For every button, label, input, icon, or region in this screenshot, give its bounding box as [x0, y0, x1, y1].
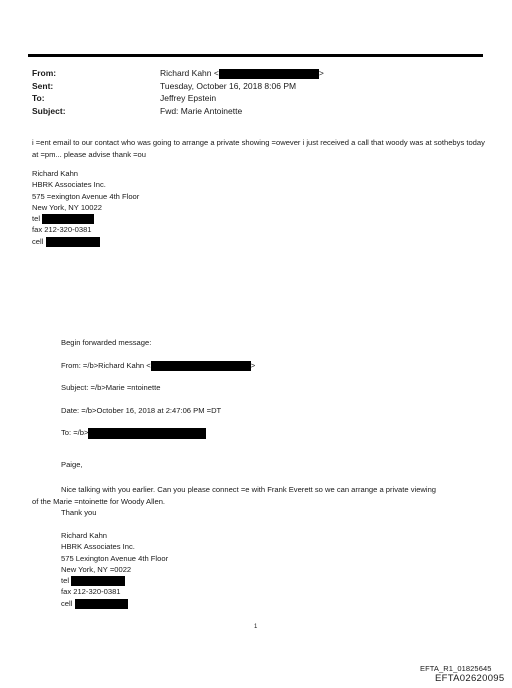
signature-block [32, 168, 139, 247]
redaction-bar [151, 361, 251, 371]
signature-fax: fax 212-320-0381 [32, 225, 92, 235]
signature-address: 575 =exington Avenue 4th Floor [32, 191, 140, 201]
message-thanks: Thank you [61, 508, 97, 517]
header-from-row [32, 67, 324, 80]
sent-label: Sent: [32, 80, 54, 91]
to-value: Jeffrey Epstein [160, 93, 217, 103]
signature-tel: tel [32, 213, 139, 224]
redaction-bar [88, 428, 206, 439]
message-line: Nice talking with you earlier. Can you please connect =e with Frank Everett so we can arrange a private viewing [61, 485, 437, 494]
forwarded-from: From: =/b>Richard Kahn < > [61, 360, 256, 370]
signature-cell: cell [61, 598, 168, 609]
forwarded-block [61, 337, 255, 439]
from-label: From: [32, 68, 57, 78]
header-subject-row [32, 105, 324, 118]
signature-block [61, 530, 168, 609]
redaction-bar [75, 599, 128, 609]
signature-company: HBRK Associates Inc. [32, 180, 106, 190]
signature-cell: cell [32, 236, 139, 247]
message-greeting: Paige, [61, 460, 83, 469]
signature-tel: tel [61, 575, 168, 586]
email-body: i =ent email to our contact who was going to arrange a private showing =owever i just received a call that woody was at sothebys today at =pm... please advise thank =ou [32, 138, 485, 159]
message-body [32, 484, 492, 519]
signature-name: Richard Kahn [61, 531, 108, 540]
redaction-bar [42, 214, 94, 224]
signature-city: New York, NY =0022 [61, 564, 132, 574]
subject-label: Subject: [32, 105, 66, 116]
redaction-bar [71, 576, 125, 586]
signature-city: New York, NY 10022 [32, 202, 102, 212]
header-rule [28, 54, 483, 57]
signature-company: HBRK Associates Inc. [61, 542, 135, 552]
signature-name: Richard Kahn [32, 169, 79, 178]
signature-address: 575 Lexington Avenue 4th Floor [61, 553, 169, 563]
subject-value: Fwd: Marie Antoinette [160, 105, 243, 116]
forwarded-subject: Subject: =/b>Marie =ntoinette [61, 383, 161, 392]
message-line: of the Marie =ntoinette for Woody Allen. [32, 496, 166, 506]
forwarded-intro: Begin forwarded message: [61, 338, 152, 347]
email-header [32, 67, 324, 117]
redaction-bar [46, 237, 100, 247]
page-number: 1 [254, 624, 258, 630]
signature-fax: fax 212-320-0381 [61, 587, 121, 597]
redaction-bar [219, 69, 319, 79]
header-sent-row [32, 80, 324, 93]
to-label: To: [32, 93, 45, 103]
from-value: Richard Kahn < > [160, 68, 324, 78]
document-reference: EFTA_R1_01825645 [420, 664, 492, 673]
sent-value: Tuesday, October 16, 2018 8:06 PM [160, 80, 297, 91]
header-to-row [32, 92, 324, 105]
forwarded-date: Date: =/b>October 16, 2018 at 2:47:06 PM =DT [61, 405, 222, 415]
document-reference: EFTA02620095 [435, 673, 505, 684]
forwarded-to: To: =/b> [61, 427, 255, 439]
